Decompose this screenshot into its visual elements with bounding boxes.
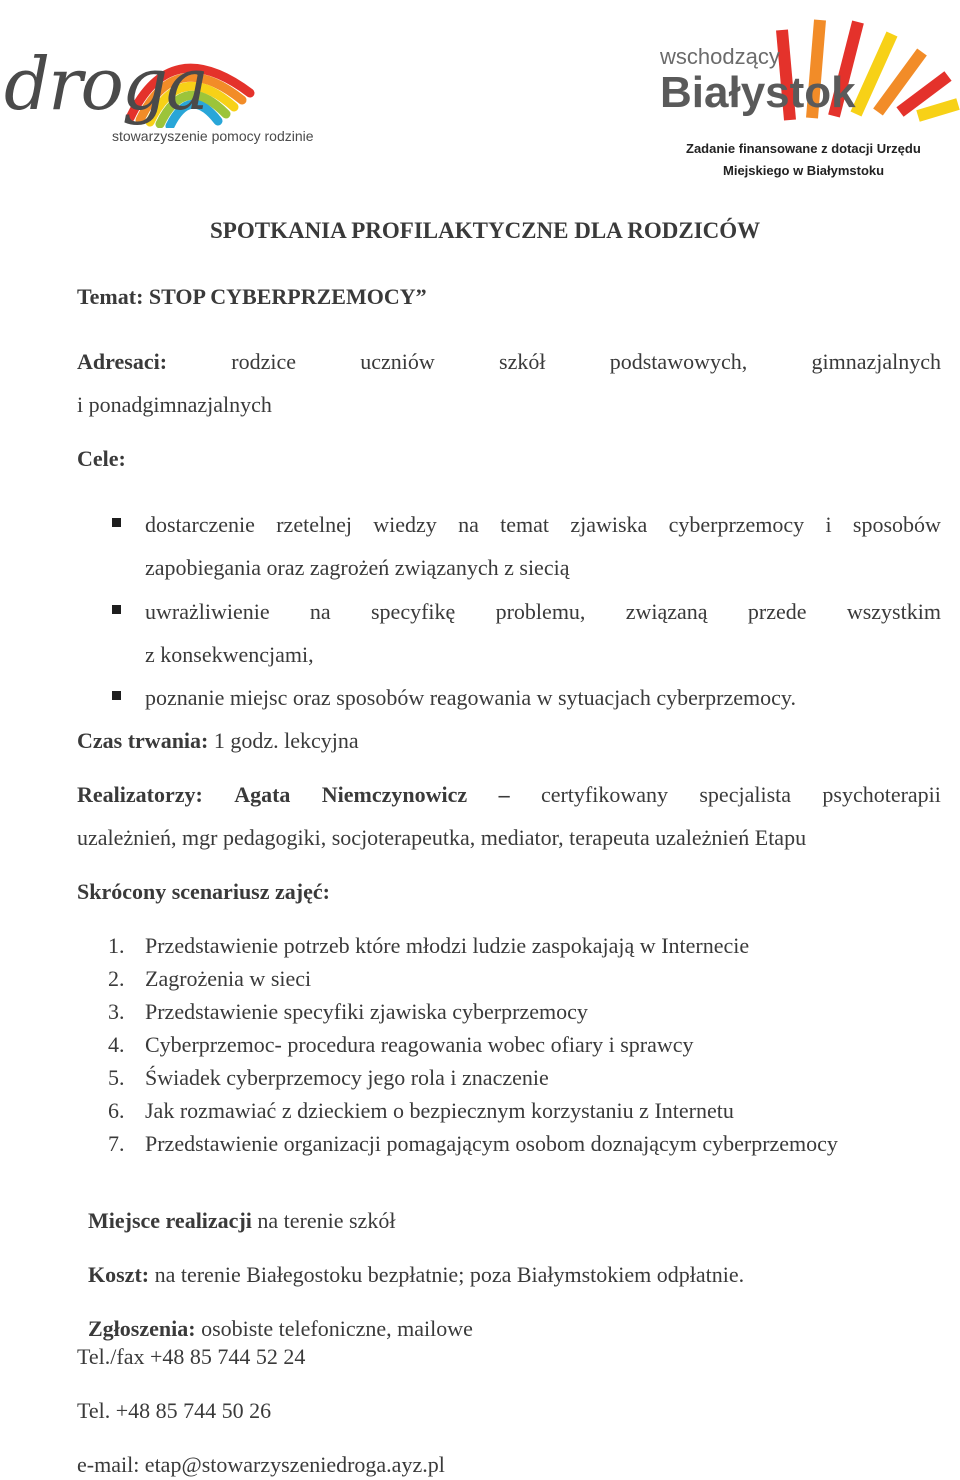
- recipients-word: gimnazjalnych: [811, 349, 941, 374]
- list-item: Przedstawienie specyfiki zjawiska cyberprzemocy: [145, 999, 588, 1024]
- recipients-line1: [77, 349, 941, 375]
- duration-value: 1 godz. lekcyjna: [213, 728, 359, 753]
- list-item-number: 6.: [108, 1098, 125, 1123]
- goal-item-1-line1: [145, 512, 941, 538]
- duration-label: Czas trwania:: [77, 728, 209, 753]
- goal-item-2-line1: [145, 599, 941, 625]
- droga-tagline: stowarzyszenie pomocy rodzinie: [112, 128, 314, 144]
- goal-item-3: poznanie miejsc oraz sposobów reagowania w sytuacjach cyberprzemocy.: [145, 685, 796, 710]
- list-item-number: 1.: [108, 933, 125, 958]
- bullet-icon: [112, 605, 121, 614]
- presenter-word: certyfikowany: [540, 782, 668, 807]
- venue-value: na terenie szkół: [251, 1208, 396, 1233]
- list-item-number: 5.: [108, 1065, 125, 1090]
- registration: [77, 1290, 473, 1342]
- funding-note-line1: Zadanie finansowane z dotacji Urzędu: [686, 141, 921, 156]
- venue-label: Miejsce realizacji: [88, 1208, 252, 1233]
- recipients-word: podstawowych,: [609, 349, 748, 374]
- goal-word: temat: [500, 512, 550, 537]
- registration-label: Zgłoszenia:: [88, 1316, 196, 1341]
- contact-telfax: Tel./fax +48 85 744 52 24: [77, 1344, 306, 1369]
- goal-word: sposobów: [852, 512, 941, 537]
- recipients-word: rodzice: [231, 349, 297, 374]
- goal-word: wiedzy: [373, 512, 437, 537]
- list-item: Jak rozmawiać z dzieckiem o bezpiecznym korzystaniu z Internetu: [145, 1098, 734, 1123]
- bialystok-text: Białystok: [660, 68, 856, 117]
- cost: [77, 1236, 744, 1288]
- goal-word: na: [309, 599, 331, 624]
- goal-word: specyfikę: [371, 599, 456, 624]
- list-item: Przedstawienie potrzeb które młodzi ludzie zaspokajają w Internecie: [145, 933, 750, 958]
- funding-note-line2: Miejskiego w Białymstoku: [723, 163, 885, 178]
- page-title: SPOTKANIA PROFILAKTYCZNE DLA RODZICÓW: [210, 218, 761, 243]
- cost-value: na terenie Białegostoku bezpłatnie; poza Białymstokiem odpłatnie.: [149, 1262, 745, 1287]
- goal-item-2-line2: z konsekwencjami,: [145, 642, 314, 667]
- topic: [77, 284, 427, 310]
- goal-word: dostarczenie: [145, 512, 255, 537]
- list-item: Przedstawienie organizacji pomagającym osobom doznającym cyberprzemocy: [145, 1131, 838, 1156]
- presenter-word: psychoterapii: [822, 782, 941, 807]
- list-item-number: 4.: [108, 1032, 125, 1057]
- goal-word: zjawiska: [570, 512, 648, 537]
- list-item-number: 2.: [108, 966, 125, 991]
- wschodzacy-text: wschodzący: [660, 44, 780, 69]
- registration-value: osobiste telefoniczne, mailowe: [195, 1316, 473, 1341]
- contact-email[interactable]: e-mail: etap@stowarzyszeniedroga.ayz.pl: [77, 1452, 445, 1477]
- droga-logo: [0, 30, 320, 160]
- goals-label: Cele:: [77, 446, 126, 471]
- duration: [77, 728, 359, 754]
- goal-word: uwrażliwienie: [145, 599, 270, 624]
- presenter-dash: –: [498, 782, 510, 807]
- bullet-icon: [112, 518, 121, 527]
- list-item: Cyberprzemoc- procedura reagowania wobec ofiary i sprawcy: [145, 1032, 694, 1057]
- goal-word: na: [458, 512, 479, 537]
- goal-word: rzetelnej: [276, 512, 352, 537]
- goal-word: cyberprzemocy: [668, 512, 805, 537]
- bialystok-logo: [650, 0, 960, 135]
- goal-word: i: [825, 512, 832, 537]
- venue: [77, 1182, 395, 1234]
- list-item-number: 3.: [108, 999, 125, 1024]
- goal-word: związaną: [625, 599, 708, 624]
- goal-word: wszystkim: [846, 599, 941, 624]
- contact-tel: Tel. +48 85 744 50 26: [77, 1398, 272, 1423]
- topic-value: STOP CYBERPRZEMOCY”: [148, 284, 427, 309]
- recipients-word: uczniów: [360, 349, 435, 374]
- goal-word: przede: [747, 599, 807, 624]
- scenario-label: Skrócony scenariusz zajęć:: [77, 879, 330, 904]
- presenters-line2: uzależnień, mgr pedagogiki, socjoterapeutka, mediator, terapeuta uzależnień Etapu: [77, 825, 807, 850]
- goal-word: problemu,: [495, 599, 586, 624]
- bullet-icon: [112, 691, 121, 700]
- recipients-line2: i ponadgimnazjalnych: [77, 392, 272, 417]
- presenter-first-name: Agata: [234, 782, 291, 807]
- presenters-line1: [77, 782, 941, 808]
- presenters-label: Realizatorzy:: [77, 782, 203, 807]
- list-item: Świadek cyberprzemocy jego rola i znaczenie: [145, 1065, 549, 1090]
- recipients-word: szkół: [499, 349, 546, 374]
- list-item: Zagrożenia w sieci: [145, 966, 312, 991]
- presenter-word: specjalista: [699, 782, 792, 807]
- droga-wordmark: droga: [4, 42, 207, 126]
- goal-item-1-line2: zapobiegania oraz zagrożeń związanych z siecią: [145, 555, 570, 580]
- cost-label: Koszt:: [88, 1262, 150, 1287]
- recipients-label: Adresaci:: [77, 349, 168, 374]
- topic-label: Temat:: [77, 284, 144, 309]
- list-item-number: 7.: [108, 1131, 125, 1156]
- presenter-last-name: Niemczynowicz: [321, 782, 468, 807]
